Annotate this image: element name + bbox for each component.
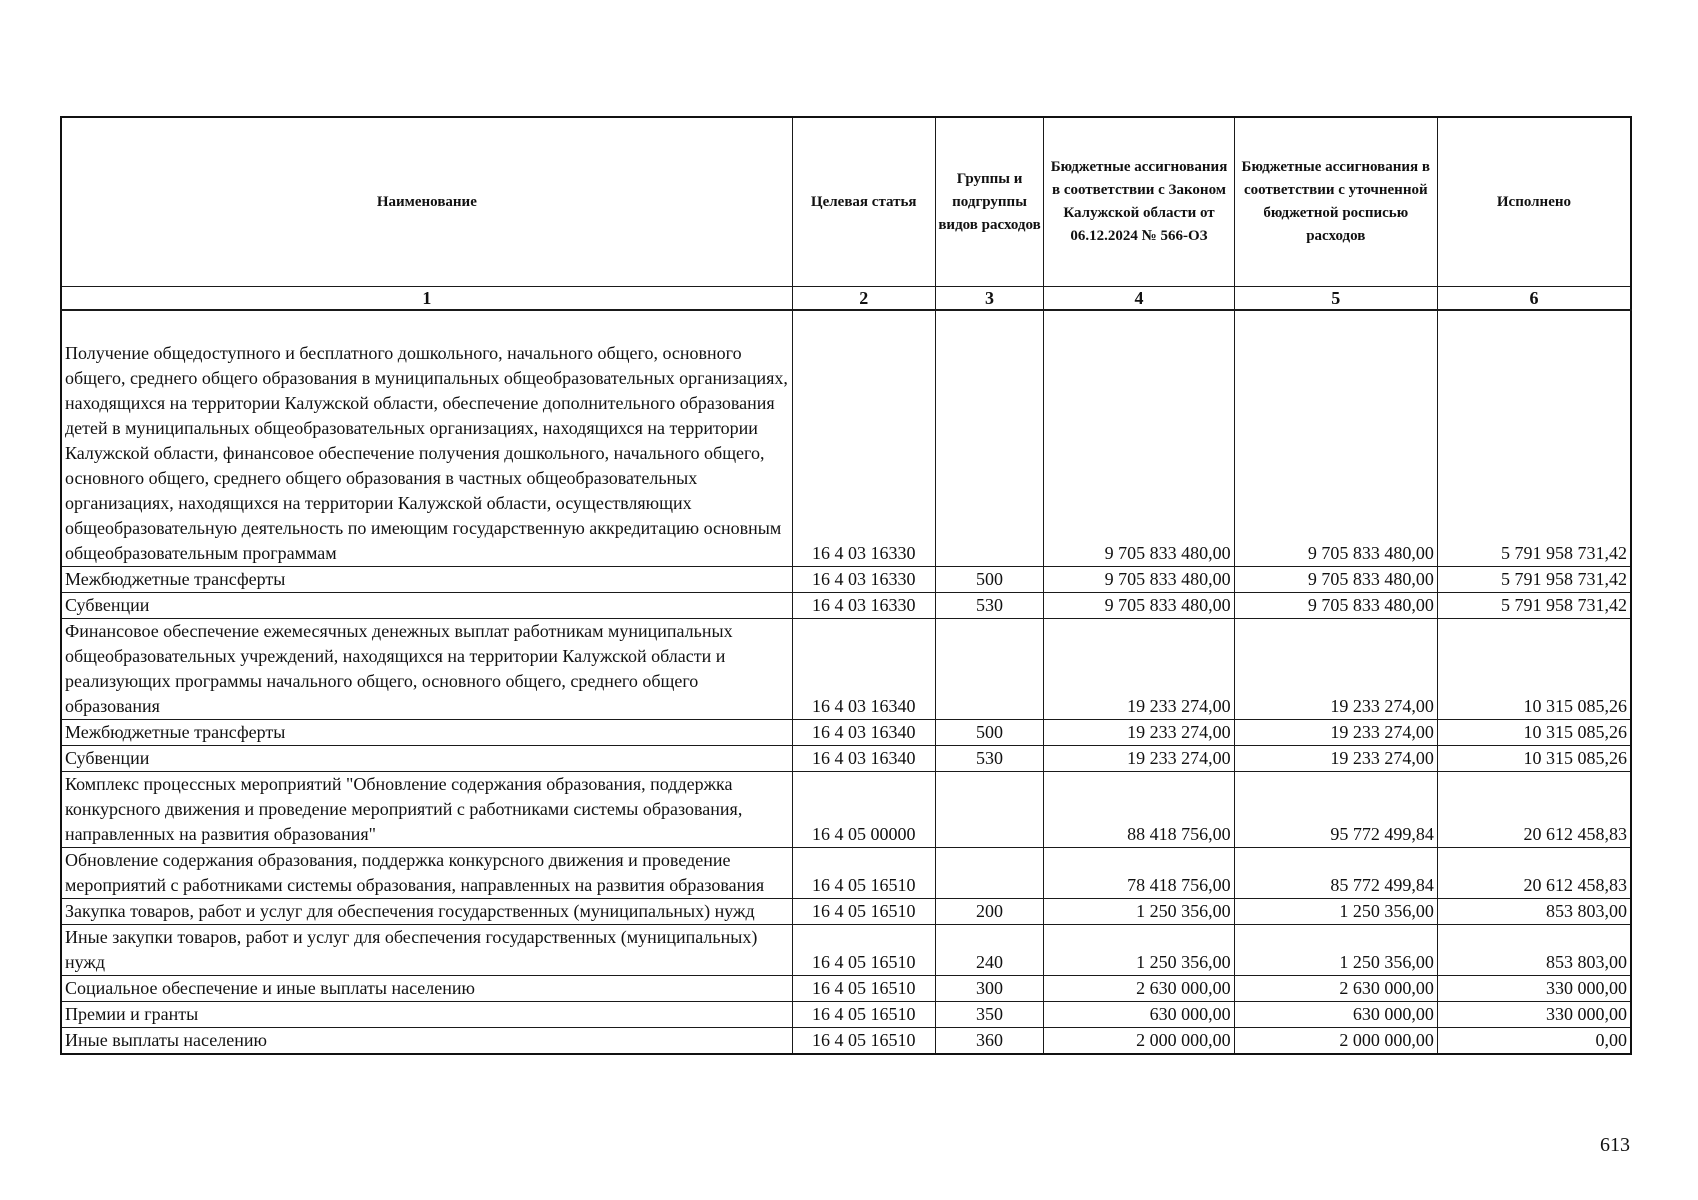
expense-group: 200 <box>935 899 1044 925</box>
row-name: Субвенции <box>61 593 792 619</box>
row-name: Социальное обеспечение и иные выплаты населению <box>61 976 792 1002</box>
law-allocation: 78 418 756,00 <box>1044 848 1234 899</box>
target-article-code: 16 4 03 16340 <box>792 720 935 746</box>
table-row <box>61 746 1631 772</box>
row-name: Межбюджетные трансферты <box>61 567 792 593</box>
executed-amount: 10 315 085,26 <box>1437 720 1631 746</box>
executed-amount: 0,00 <box>1437 1028 1631 1055</box>
target-article-code: 16 4 03 16330 <box>792 593 935 619</box>
refined-allocation: 19 233 274,00 <box>1234 746 1437 772</box>
budget-table <box>60 116 1632 1055</box>
column-number: 5 <box>1234 287 1437 311</box>
row-name: Межбюджетные трансферты <box>61 720 792 746</box>
refined-allocation: 2 000 000,00 <box>1234 1028 1437 1055</box>
expense-group <box>935 848 1044 899</box>
column-number-row <box>61 287 1631 311</box>
expense-group: 350 <box>935 1002 1044 1028</box>
expense-group: 500 <box>935 567 1044 593</box>
header-executed: Исполнено <box>1437 117 1631 287</box>
refined-allocation: 19 233 274,00 <box>1234 720 1437 746</box>
row-name: Финансовое обеспечение ежемесячных денежных выплат работникам муниципальных общеобразовательных учреждений, находящихся на территории Калужской области и реализующих программы начального общего, основного общего, среднего общего образования <box>61 619 792 720</box>
law-allocation: 9 705 833 480,00 <box>1044 567 1234 593</box>
target-article-code: 16 4 05 00000 <box>792 772 935 848</box>
target-article-code: 16 4 03 16340 <box>792 746 935 772</box>
column-number: 1 <box>61 287 792 311</box>
expense-group <box>935 310 1044 567</box>
column-number: 2 <box>792 287 935 311</box>
target-article-code: 16 4 03 16340 <box>792 619 935 720</box>
executed-amount: 853 803,00 <box>1437 925 1631 976</box>
table-row <box>61 720 1631 746</box>
refined-allocation: 1 250 356,00 <box>1234 925 1437 976</box>
target-article-code: 16 4 05 16510 <box>792 925 935 976</box>
law-allocation: 19 233 274,00 <box>1044 619 1234 720</box>
law-allocation: 2 630 000,00 <box>1044 976 1234 1002</box>
row-name: Закупка товаров, работ и услуг для обеспечения государственных (муниципальных) нужд <box>61 899 792 925</box>
table-row <box>61 976 1631 1002</box>
row-name: Субвенции <box>61 746 792 772</box>
expense-group: 300 <box>935 976 1044 1002</box>
column-number: 6 <box>1437 287 1631 311</box>
law-allocation: 9 705 833 480,00 <box>1044 310 1234 567</box>
refined-allocation: 19 233 274,00 <box>1234 619 1437 720</box>
header-expense-groups: Группы и подгруппы видов расходов <box>935 117 1044 287</box>
executed-amount: 5 791 958 731,42 <box>1437 567 1631 593</box>
expense-group: 240 <box>935 925 1044 976</box>
row-name: Премии и гранты <box>61 1002 792 1028</box>
target-article-code: 16 4 03 16330 <box>792 567 935 593</box>
law-allocation: 88 418 756,00 <box>1044 772 1234 848</box>
header-target-article: Целевая статья <box>792 117 935 287</box>
header-name: Наименование <box>61 117 792 287</box>
row-name: Иные выплаты населению <box>61 1028 792 1055</box>
executed-amount: 5 791 958 731,42 <box>1437 593 1631 619</box>
expense-group <box>935 619 1044 720</box>
row-name: Иные закупки товаров, работ и услуг для обеспечения государственных (муниципальных) нужд <box>61 925 792 976</box>
target-article-code: 16 4 05 16510 <box>792 848 935 899</box>
target-article-code: 16 4 05 16510 <box>792 1028 935 1055</box>
target-article-code: 16 4 05 16510 <box>792 1002 935 1028</box>
law-allocation: 19 233 274,00 <box>1044 746 1234 772</box>
refined-allocation: 9 705 833 480,00 <box>1234 310 1437 567</box>
expense-group <box>935 772 1044 848</box>
table-row <box>61 899 1631 925</box>
table-row <box>61 848 1631 899</box>
law-allocation: 19 233 274,00 <box>1044 720 1234 746</box>
expense-group: 500 <box>935 720 1044 746</box>
expense-group: 530 <box>935 593 1044 619</box>
executed-amount: 10 315 085,26 <box>1437 746 1631 772</box>
table-row <box>61 925 1631 976</box>
table-row <box>61 1002 1631 1028</box>
executed-amount: 853 803,00 <box>1437 899 1631 925</box>
law-allocation: 630 000,00 <box>1044 1002 1234 1028</box>
refined-allocation: 9 705 833 480,00 <box>1234 567 1437 593</box>
law-allocation: 1 250 356,00 <box>1044 899 1234 925</box>
header-law-allocations: Бюджетные ассигнования в соответствии с Законом Калужской области от 06.12.2024 № 566-ОЗ <box>1044 117 1234 287</box>
refined-allocation: 85 772 499,84 <box>1234 848 1437 899</box>
refined-allocation: 630 000,00 <box>1234 1002 1437 1028</box>
column-number: 4 <box>1044 287 1234 311</box>
refined-allocation: 2 630 000,00 <box>1234 976 1437 1002</box>
target-article-code: 16 4 05 16510 <box>792 976 935 1002</box>
executed-amount: 20 612 458,83 <box>1437 848 1631 899</box>
refined-allocation: 95 772 499,84 <box>1234 772 1437 848</box>
executed-amount: 10 315 085,26 <box>1437 619 1631 720</box>
executed-amount: 330 000,00 <box>1437 1002 1631 1028</box>
executed-amount: 330 000,00 <box>1437 976 1631 1002</box>
row-name: Обновление содержания образования, поддержка конкурсного движения и проведение мероприятий с работниками системы образования, направленных на развития образования <box>61 848 792 899</box>
expense-group: 530 <box>935 746 1044 772</box>
table-row <box>61 619 1631 720</box>
law-allocation: 9 705 833 480,00 <box>1044 593 1234 619</box>
expense-group: 360 <box>935 1028 1044 1055</box>
table-row <box>61 1028 1631 1055</box>
row-name: Получение общедоступного и бесплатного дошкольного, начального общего, основного общего, среднего общего образования в муниципальных общеобразовательных организациях, находящихся на территории Калужской области, обеспечение дополнительного образования детей в муниципальных общеобразовательных организациях, находящихся на территории Калужской области, финансовое обеспечение получения дошкольного, начального общего, основного общего, среднего общего образования в частных общеобразовательных организациях, находящихся на территории Калужской области, осуществляющих общеобразовательную деятельность по имеющим государственную аккредитацию основным общеобразовательным программам <box>61 310 792 567</box>
row-name: Комплекс процессных мероприятий "Обновление содержания образования, поддержка конкурсного движения и проведение мероприятий с работниками системы образования, направленных на развития образования" <box>61 772 792 848</box>
table-row <box>61 567 1631 593</box>
target-article-code: 16 4 05 16510 <box>792 899 935 925</box>
target-article-code: 16 4 03 16330 <box>792 310 935 567</box>
column-number: 3 <box>935 287 1044 311</box>
header-refined-allocations: Бюджетные ассигнования в соответствии с уточненной бюджетной росписью расходов <box>1234 117 1437 287</box>
header-row <box>61 117 1631 287</box>
law-allocation: 1 250 356,00 <box>1044 925 1234 976</box>
table-row <box>61 772 1631 848</box>
executed-amount: 5 791 958 731,42 <box>1437 310 1631 567</box>
refined-allocation: 1 250 356,00 <box>1234 899 1437 925</box>
table-row <box>61 310 1631 567</box>
executed-amount: 20 612 458,83 <box>1437 772 1631 848</box>
page-number: 613 <box>1600 1134 1630 1156</box>
law-allocation: 2 000 000,00 <box>1044 1028 1234 1055</box>
refined-allocation: 9 705 833 480,00 <box>1234 593 1437 619</box>
table-row <box>61 593 1631 619</box>
